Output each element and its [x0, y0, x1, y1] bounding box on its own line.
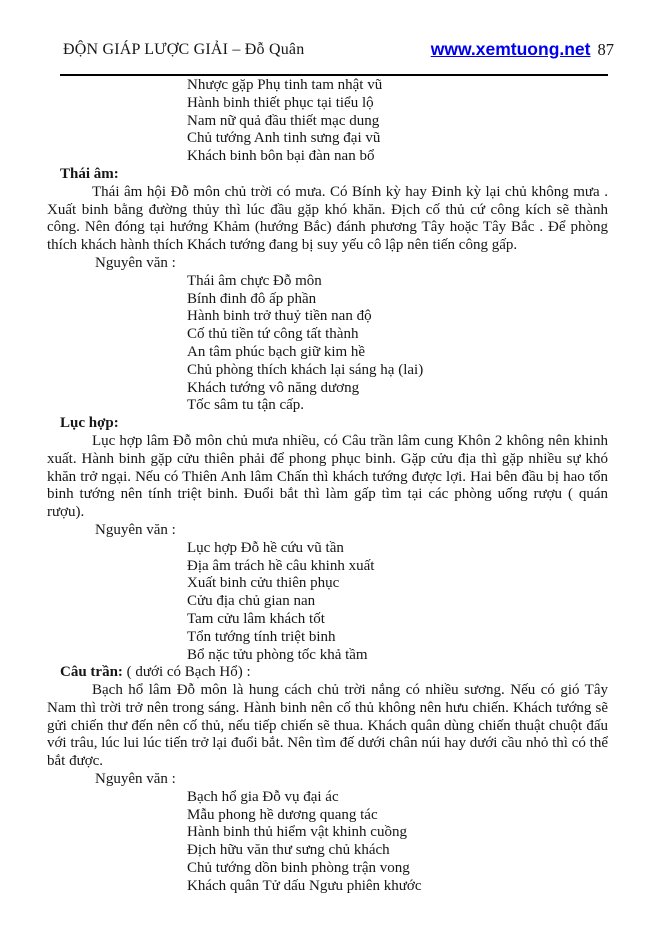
verse-line: An tâm phúc bạch giữ kim hề	[187, 343, 366, 360]
section-heading-label: Thái âm:	[60, 165, 119, 182]
header-divider	[60, 74, 608, 76]
verse-line: Hành binh trở thuỷ tiền nan độ	[187, 308, 372, 325]
verse-line: Tốc sâm tu tận cấp.	[187, 397, 305, 414]
xemtuong-link[interactable]: www.xemtuong.net	[430, 39, 591, 59]
section-verse	[187, 789, 608, 896]
nguyen-van-label: Nguyên văn :	[95, 254, 176, 271]
section-paragraph: Lục hợp lâm Đỗ môn chủ mưa nhiều, có Câu trần lâm cung Khôn 2 không nên khinh xuất. Hành binh gặp cửu thiên phải để phong phục binh. Gặp cửu địa thì gặp nhiều sự khó khăn trở ngại. Nếu có Thiên Anh lâm Chấn thì khách tướng được lợi. Hai bên đầu bị hao tổn binh tướng nên tính triệt binh. Đuổi bắt thì làm gấp tìm tại các phòng uống rượu ( quán rượu).	[47, 432, 608, 521]
verse-line: Mẫu phong hề dương quang tác	[187, 806, 378, 823]
nguyen-van-label: Nguyên văn :	[95, 771, 176, 788]
verse-line: Địch hữu văn thư sưng chủ khách	[187, 842, 390, 859]
section-luc-hop	[47, 415, 608, 664]
section-verse	[187, 540, 608, 665]
intro-verse	[187, 77, 608, 166]
section-heading-luc-hop	[60, 415, 608, 433]
section-heading-label: Lục hợp:	[60, 415, 119, 432]
page-content	[47, 77, 608, 896]
verse-line: Bổ nặc tửu phòng tốc khả tầm	[187, 646, 368, 663]
verse-line: Cửu địa chủ gian nan	[187, 593, 316, 610]
page-number: 87	[597, 40, 614, 59]
section-heading-cau-tran	[60, 664, 608, 682]
section-paragraph: Thái âm hội Đỗ môn chủ trời có mưa. Có Bính kỳ hay Đinh kỳ lại chủ không mưa . Xuất binh bằng đường thủy thì lúc đầu gặp khó khăn. Địch cố thủ cứ công kích sẽ thành công. Nên đóng tại hướng Khảm (hướng Bắc) đánh phương Tây hoặc Tây Bắc . Để phòng thích khách hành thích Khách tướng đang bị suy yếu cô lập nên tiến công gấp.	[47, 183, 608, 254]
verse-line: Khách binh bôn bại đàn nan bổ	[187, 148, 375, 165]
header-right-group	[431, 39, 614, 60]
verse-line: Hành binh thủ hiểm vật khinh cuồng	[187, 824, 407, 841]
section-heading-label: Câu trần:	[60, 664, 123, 681]
document-header-title: ĐỘN GIÁP LƯỢC GIẢI – Đỗ Quân	[63, 41, 305, 58]
verse-line: Hành binh thiết phục tại tiểu lộ	[187, 94, 374, 111]
verse-line: Nam nữ quả đầu thiết mạc dung	[187, 112, 380, 129]
section-verse	[187, 273, 608, 415]
verse-line: Chủ phòng thích khách lại sáng hạ (lai)	[187, 361, 424, 378]
verse-line: Chủ tướng Anh tinh sưng đại vũ	[187, 130, 381, 147]
verse-line: Thái âm chực Đỗ môn	[187, 272, 322, 289]
section-thai-am	[47, 166, 608, 415]
verse-line: Tổn tướng tính triệt binh	[187, 628, 336, 645]
verse-line: Bính đinh đô ấp phần	[187, 290, 317, 307]
section-heading-thai-am	[60, 166, 608, 184]
verse-line: Khách quân Tử dấu Ngưu phiên khước	[187, 877, 422, 894]
verse-line: Khách tướng vô năng dương	[187, 379, 360, 396]
verse-line: Lục hợp Đỗ hề cứu vũ tần	[187, 539, 344, 556]
verse-line: Xuất binh cửu thiên phục	[187, 575, 340, 592]
verse-line: Tam cửu lâm khách tốt	[187, 610, 325, 627]
verse-line: Chủ tướng dồn binh phòng trận vong	[187, 860, 410, 877]
section-heading-suffix: ( dưới có Bạch Hổ) :	[122, 664, 251, 681]
section-paragraph: Bạch hổ lâm Đỗ môn là hung cách chủ trời nắng có nhiều sương. Nếu có gió Tây Nam thì trời trở nên trong sáng. Hành binh nên cố thủ không nên hưu chiến. Khách tướng sẽ gửi chiến thư đến nên cố thủ, nếu tiếp chiến sẽ thua. Khách quân dùng chiến thuật chuột đấu với trâu, lúc lui lúc tiến trở lại đuổi bắt. Nên tìm đế dưới chân núi hay dưới cầu nhỏ thì có thể bắt được.	[47, 682, 608, 770]
nguyen-van-label: Nguyên văn :	[95, 521, 176, 538]
verse-line: Cố thủ tiền tứ công tất thành	[187, 326, 359, 343]
verse-line: Bạch hổ gia Đỗ vụ đại ác	[187, 788, 339, 805]
section-cau-tran	[47, 664, 608, 895]
verse-line: Địa âm trách hề câu khinh xuất	[187, 557, 375, 574]
verse-line: Nhược gặp Phụ tinh tam nhật vũ	[187, 77, 383, 93]
